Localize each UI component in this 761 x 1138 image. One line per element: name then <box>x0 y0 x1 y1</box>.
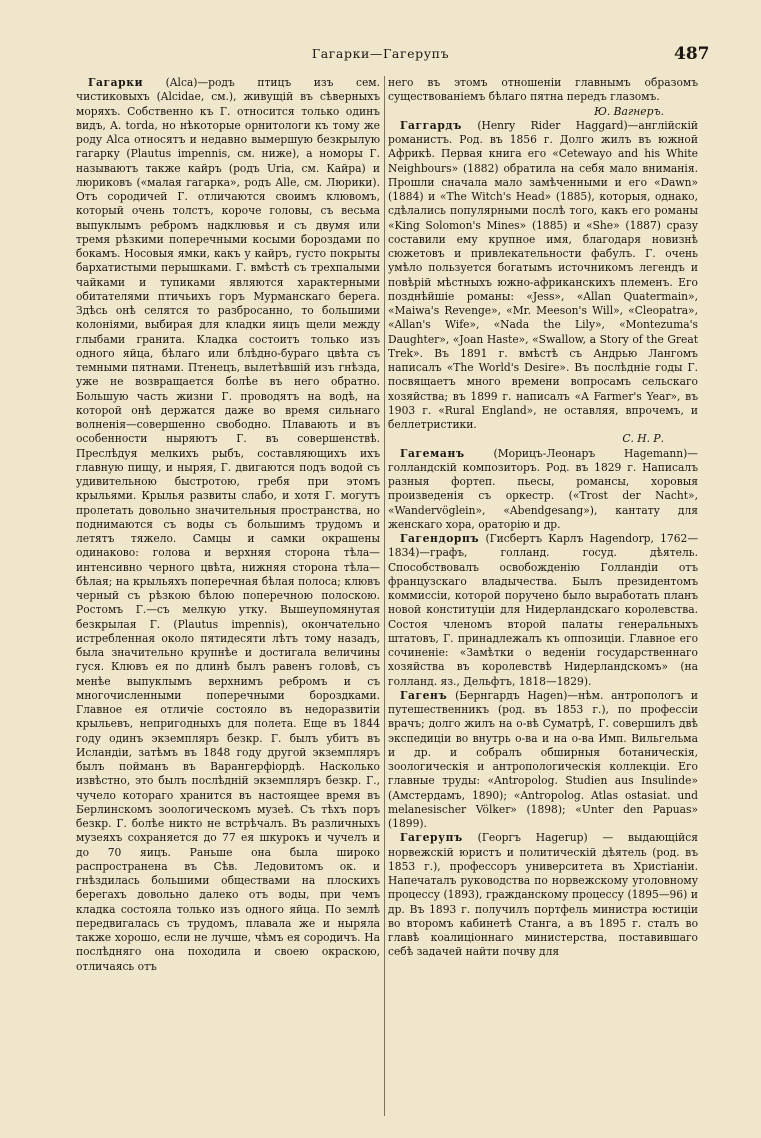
entry-signature: Ю. Вагнеръ. <box>594 104 664 118</box>
entry-hagemann <box>388 447 698 533</box>
entry-text: (Гисбертъ Карлъ Hagendorp, 1762—1834)—графъ, голланд. госуд. дѣятель. Способствовалъ освобожденію Голландіи отъ французскаго владычества. Былъ президентомъ коммиссіи, которой поручено было выработать планъ новой конституціи для Нидерландскаго королевства. Состоя членомъ второй палаты генеральныхъ штатовъ, Г. принадлежалъ къ оппозиціи. Главное его сочиненіе: «Замѣтки о веденіи государственнаго хозяйства въ королевствѣ Нидерландскомъ» (на голланд. яз., Дельфтъ, 1818—1829). <box>388 532 698 688</box>
entry-headword: Гагерупъ <box>400 831 463 845</box>
entry-text: (Бернгардъ Hagen)—нѣм. антропологъ и путешественникъ (род. въ 1853 г.), по профессіи врачъ; долго жилъ на о-вѣ Суматрѣ, Г. совершилъ двѣ экспедиціи во внутрь о-ва и на о-ва Имп. Вильгельма и др. и собралъ обширныя ботаническія, зоологическія и антропологическія коллекціи. Его главные труды: «Antropolog. Studien aus Insulinde» (Амстердамъ, 1890); «Antropolog. Atlas ostasiat. und melanesischer Völker» (1898); «Unter den Papuas» (1899). <box>388 688 698 830</box>
entry-hagen <box>388 689 698 832</box>
entry-gagarki <box>76 76 380 974</box>
right-column <box>388 76 698 1116</box>
entry-text: (Георгъ Hagerup) — выдающійся норвежскій юристъ и политическій дѣятель (род. въ 1853 г.), профессоръ университета въ Христіаніи. Напечаталъ руководства по норвежскому уголовному процессу (1893), гражданскому процессу (1895—96) и др. Въ 1893 г. получилъ портфель министра юстиціи во второмъ кабинетѣ Станга, а въ 1895 г. сталъ во главѣ коалиціоннаго министерства, поставившаго себѣ задачей найти почву для <box>388 831 698 959</box>
running-title: Гагарки—Гагерупъ <box>311 46 450 61</box>
page-number: 487 <box>674 44 710 64</box>
entry-text: него въ этомъ отношеніи главнымъ образомъ существованіемъ бѣлаго пятна передъ глазомъ. <box>388 76 698 104</box>
entry-headword: Гаггардъ <box>400 118 462 132</box>
entry-hagendorp <box>388 532 698 689</box>
entry-text: (Henry Rider Haggard)—англійскій романистъ. Род. въ 1856 г. Долго жилъ въ южной Африкѣ. Первая книга его «Cetewayo and his White Neighbours» (1882) обратила на себя мало вниманія. Прошли сначала мало замѣченными и его «Dawn» (1884) и «The Witch's Head» (1885), которыя, однако, сдѣлались популярными послѣ того, какъ его романы «King Solomon's Mines» (1885) и «She» (1887) сразу составили ему крупное имя, благодаря новизнѣ сюжетовъ и привлекательности фабулъ. Г. очень умѣло пользуется богатымъ источникомъ легендъ и повѣрій мѣстныхъ южно-африканскихъ племенъ. Его позднѣйшіе романы: «Jess», «Allan Quatermain», «Maiwa's Revenge», «Mr. Meeson's Will», «Cleopatra», «Allan's Wife», «Nada the Lily», «Montezuma's Daughter», «Joan Haste», «Swallow, a Story of the Great Trek». Въ 1891 г. вмѣстѣ съ Андрью Лангомъ написалъ «The World's Desire». Въ послѣдніе годы Г. посвящаетъ много времени вопросамъ сельскаго хозяйства; въ 1899 г. написалъ «A Farmer's Year», въ 1903 г. «Rural England», не оставляя, впрочемъ, и беллетристики. <box>388 118 698 431</box>
entry-signature: С. Н. Р. <box>622 432 664 446</box>
entry-continuation <box>388 76 698 105</box>
entry-headword: Гагарки <box>88 76 144 89</box>
entry-hagerup <box>388 831 698 959</box>
left-column <box>76 76 380 1116</box>
page-header <box>0 44 761 70</box>
entry-headword: Гагеманъ <box>400 446 465 460</box>
entry-text: (Alca)—родъ птицъ изъ сем. чистиковыхъ (Alcidae, см.), живущій въ сѣверныхъ моряхъ. Собственно къ Г. относится только одинъ видъ, A. torda, но нѣкоторые орнитологи къ тому же роду Alca относятъ и недавно вымершую безкрылую гагарку (Plautus impennis, см. ниже), а номоры Г. называютъ также кайръ (родъ Uria, см. Кайра) и люриковъ («малая гагарка», родъ Alle, см. Люрики). Отъ сородичей Г. отличаются своимъ клювомъ, который очень толстъ, короче головы, съ весьма выпуклымъ ребромъ надклювья и съ двумя или тремя рѣзкими поперечными косыми бороздами по бокамъ. Носовыя ямки, какъ у кайръ, густо покрыты бархатистыми перышками. Г. вмѣстѣ съ трехпалыми чайками и тупиками являются характерными обитателями птичьихъ горъ Мурманскаго берега. Здѣсь онѣ селятся то разбросанно, то большими колоніями, выбирая для кладки яицъ щели между глыбами гранита. Кладка состоитъ только изъ одного яйца, бѣлаго или блѣдно-бураго цвѣта съ темными пятнами. Птенецъ, вылетѣвшій изъ гнѣзда, уже не возвращается болѣе въ него обратно. Большую часть жизни Г. проводятъ на водѣ, на которой онѣ держатся даже во время сильнаго волненія—совершенно свободно. Плавають и въ особенности ныряютъ Г. въ совершенствѣ. Преслѣдуя мелкихъ рыбъ, составляющихъ ихъ главную пищу, и ныряя, Г. двигаются подъ водой съ удивительною быстротою, гребя при этомъ крыльями. Крылья развиты слабо, и хотя Г. могутъ пролетать довольно значительныя пространства, но поднимаются съ воды съ большимъ трудомъ и летятъ тяжело. Самцы и самки окрашены одинаково: голова и верхняя сторона тѣла—интенсивно черного цвѣта, нижняя сторона тѣла—бѣлая; на крыльяхъ поперечная бѣлая полоса; клювъ черный съ рѣзкою бѣлою поперечною полоскою. Ростомъ Г.—съ мелкую утку. Вышеупомянутая безкрылая Г. (Plautus impennis), окончательно истребленная около пятидесяти лѣтъ тому назадъ, была значительно крупнѣе и достигала величины гуся. Клювъ ея по длинѣ былъ равенъ головѣ, съ менѣе выпуклымъ верхнимъ ребромъ и съ многочисленными поперечными бороздками. Главное ея отличіе состояло въ недоразвитіи крыльевъ, непригодныхъ для полета. Еще въ 1844 году одинъ экземпляръ безкр. Г. былъ убитъ въ Исландіи, затѣмъ въ 1848 году другой экземпляръ былъ пойманъ въ Варангерфіордѣ. Насколько извѣстно, это былъ послѣдній экземпляръ безкр. Г., чучело котораго хранится въ настоящее время въ Берлинскомъ зоологическомъ музеѣ. Съ тѣхъ поръ безкр. Г. болѣе никто не встрѣчалъ. Въ различныхъ музеяхъ сохраняется до 77 ея шкурокъ и чучелъ и до 70 яицъ. Раньше она была широко распространена въ Сѣв. Ледовитомъ ок. и гнѣздилась большими обществами на плоскихъ берегахъ довольно далеко отъ воды, при чемъ кладка состояла только изъ одного яйца. По землѣ передвигалась съ трудомъ, плавала же и ныряла также хорошо, если не лучше, чѣмъ ея сородичъ. На послѣдняго она походила и своею окраскою, отличаясь отъ <box>76 76 380 973</box>
entry-text: (Морицъ-Леонаръ Hagemann)—голландскій композиторъ. Род. въ 1829 г. Написалъ разныя фортеп. пьесы, романсы, хоровыя произведенія съ оркестр. («Trost der Nacht», «Wandervöglein», «Abendgesang»), кантату для женскаго хора, ораторію и др. <box>388 446 698 531</box>
entry-headword: Гагенъ <box>400 688 448 702</box>
entry-haggard <box>388 119 698 433</box>
column-divider <box>384 76 385 1116</box>
entry-headword: Гагендорпъ <box>400 532 480 545</box>
